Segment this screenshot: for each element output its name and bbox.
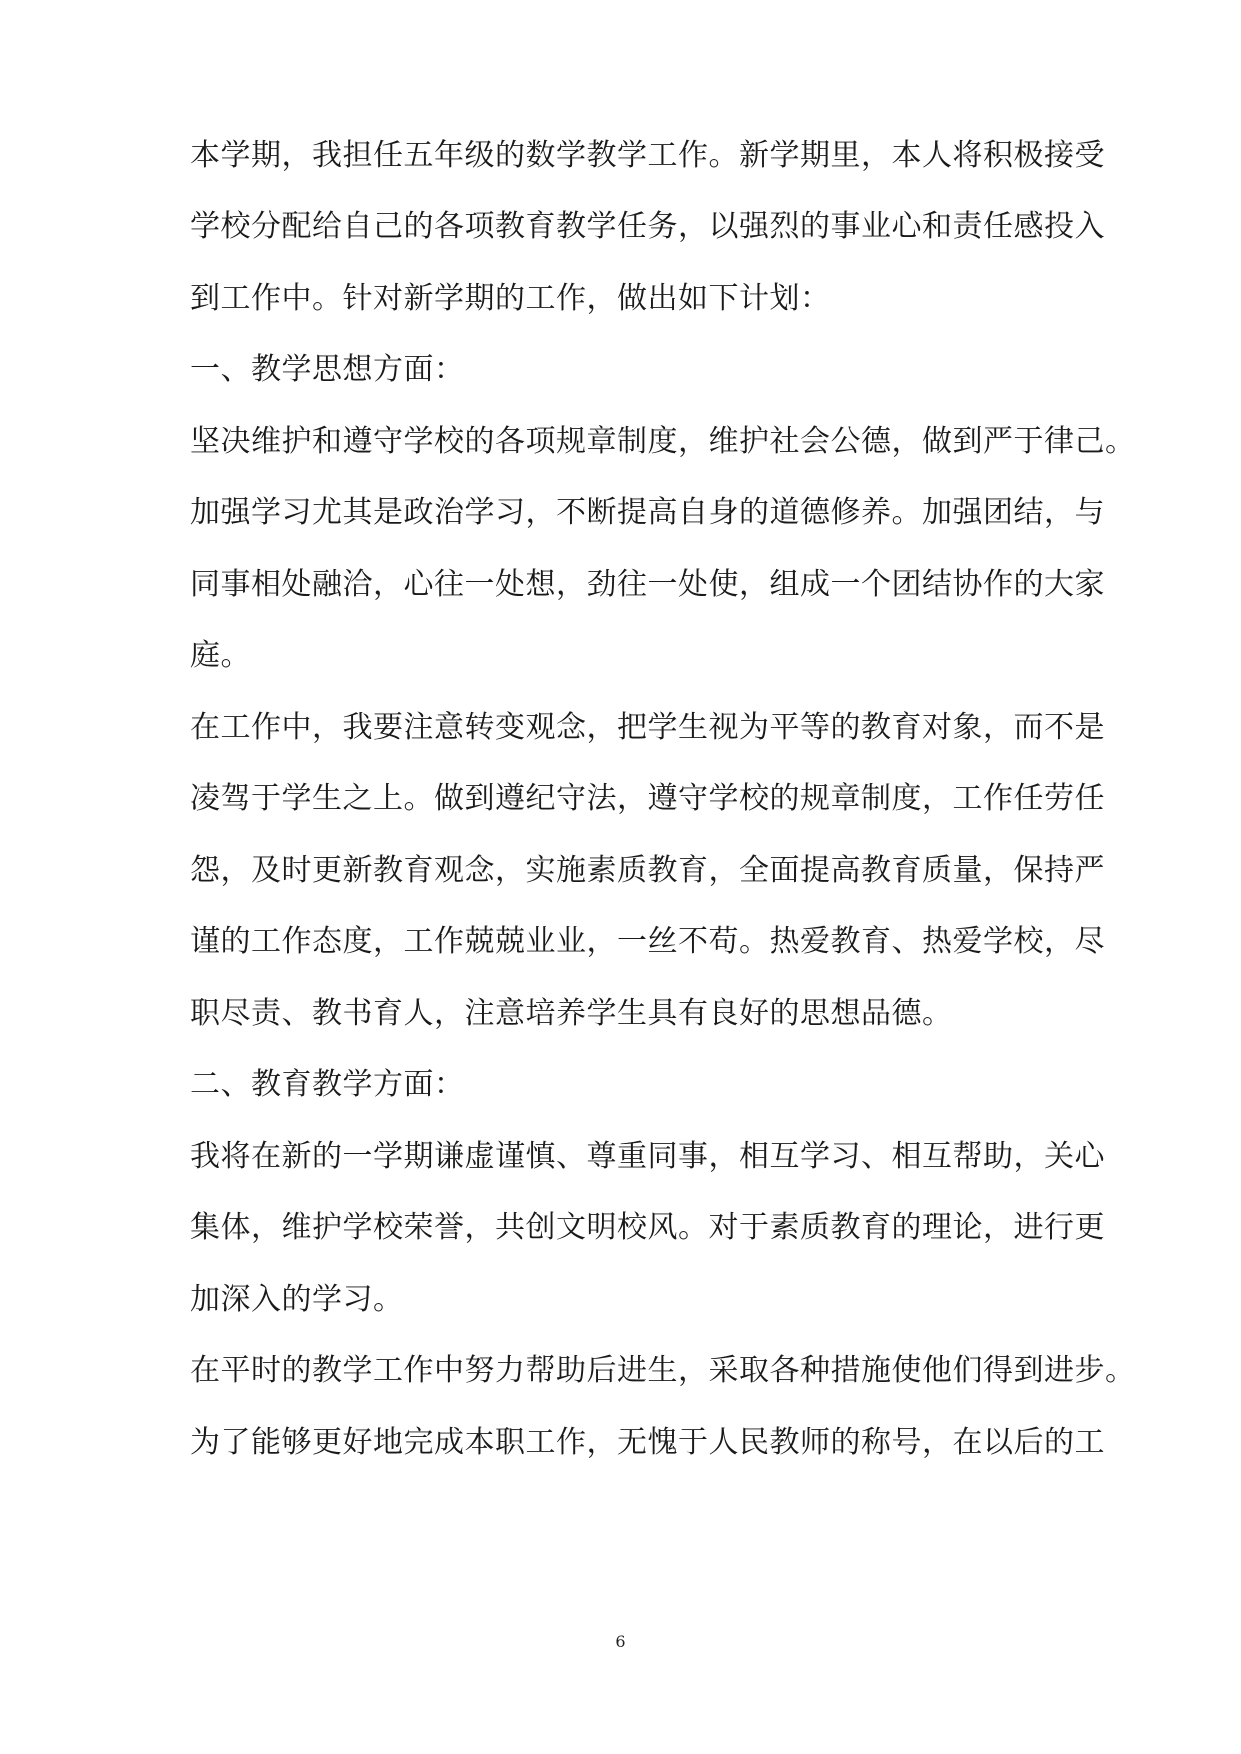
text-line: 在平时的教学工作中努力帮助后进生，采取各种措施使他们得到进步。 bbox=[190, 1353, 1136, 1388]
text-line: 集体，维护学校荣誉，共创文明校风。对于素质教育的理论，进行更 bbox=[190, 1210, 1105, 1245]
text-line: 谨的工作态度，工作兢兢业业，一丝不苟。热爱教育、热爱学校，尽 bbox=[190, 924, 1105, 959]
section-heading: 一、教学思想方面： bbox=[190, 352, 465, 387]
page-number: 6 bbox=[615, 1632, 626, 1651]
text-line: 到工作中。针对新学期的工作，做出如下计划： bbox=[190, 281, 831, 316]
text-line: 在工作中，我要注意转变观念，把学生视为平等的教育对象，而不是 bbox=[190, 710, 1105, 745]
text-line: 加强学习尤其是政治学习，不断提高自身的道德修养。加强团结，与 bbox=[190, 495, 1105, 530]
text-line: 本学期，我担任五年级的数学教学工作。新学期里，本人将积极接受 bbox=[190, 138, 1105, 173]
text-line: 为了能够更好地完成本职工作，无愧于人民教师的称号，在以后的工 bbox=[190, 1425, 1105, 1460]
text-line: 我将在新的一学期谦虚谨慎、尊重同事，相互学习、相互帮助，关心 bbox=[190, 1139, 1105, 1174]
text-line: 职尽责、教书育人，注意培养学生具有良好的思想品德。 bbox=[190, 996, 953, 1031]
text-line: 怨，及时更新教育观念，实施素质教育，全面提高教育质量，保持严 bbox=[190, 853, 1105, 888]
text-line: 学校分配给自己的各项教育教学任务，以强烈的事业心和责任感投入 bbox=[190, 209, 1105, 244]
text-line: 同事相处融洽，心往一处想，劲往一处使，组成一个团结协作的大家 bbox=[190, 567, 1105, 602]
text-line: 坚决维护和遵守学校的各项规章制度，维护社会公德，做到严于律己。 bbox=[190, 424, 1136, 459]
text-line: 凌驾于学生之上。做到遵纪守法，遵守学校的规章制度，工作任劳任 bbox=[190, 781, 1105, 816]
text-line: 庭。 bbox=[190, 638, 251, 673]
section-heading: 二、教育教学方面： bbox=[190, 1067, 465, 1102]
text-line: 加深入的学习。 bbox=[190, 1282, 404, 1317]
